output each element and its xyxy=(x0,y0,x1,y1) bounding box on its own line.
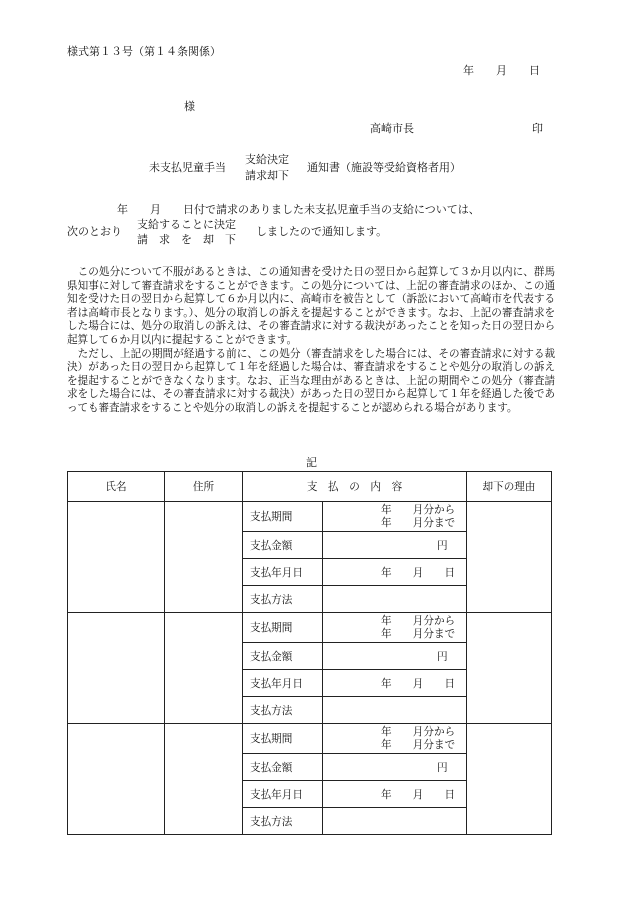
name-field[interactable] xyxy=(68,724,165,835)
label-amount: 支払金額 xyxy=(243,754,323,781)
label-date: 支払年月日 xyxy=(243,781,323,808)
seal-mark: 印 xyxy=(532,122,543,135)
label-period: 支払期間 xyxy=(243,613,323,643)
period-value[interactable]: 年 月分から 年 月分まで xyxy=(323,502,467,532)
appeal-paragraph-1: この処分について不服があるときは、この通知書を受けた日の翌日から起算して３か月以内に、群馬県知事に対して審査請求をすることができます。この処分については、上記の審査請求のほか、この通知を受けた日の翌日から起算して６か月以内に、高崎市を被告として（訴訟において高崎市を代表する者は高崎市長となります。）、処分の取消しの訴えを提起することができます。なお、上記の審査請求をした場合には、処分の取消しの訴えは、その審査請求に対する裁決があったことを知った日の翌日から起算して６か月以内に提起することができます。 xyxy=(67,266,555,346)
intro-choice-decision: 支給することに決定 xyxy=(137,218,236,231)
payment-table xyxy=(67,471,552,835)
period-value[interactable]: 年 月分から 年 月分まで xyxy=(323,613,467,643)
reason-field[interactable] xyxy=(467,613,552,724)
intro-line: 年 月 日付で請求のありました未支払児童手当の支給については、 xyxy=(117,203,480,216)
amount-value[interactable]: 円 xyxy=(323,643,467,670)
reason-field[interactable] xyxy=(467,724,552,835)
table-row xyxy=(68,613,552,643)
label-amount: 支払金額 xyxy=(243,532,323,559)
label-period: 支払期間 xyxy=(243,502,323,532)
label-method: 支払方法 xyxy=(243,697,323,724)
label-date: 支払年月日 xyxy=(243,670,323,697)
issue-date: 年 月 日 xyxy=(463,64,540,77)
issuer: 高崎市長 xyxy=(370,122,414,135)
date-value[interactable]: 年 月 日 xyxy=(323,670,467,697)
reason-field[interactable] xyxy=(467,502,552,613)
header-name: 氏名 xyxy=(68,472,165,502)
label-amount: 支払金額 xyxy=(243,643,323,670)
name-field[interactable] xyxy=(68,502,165,613)
name-field[interactable] xyxy=(68,613,165,724)
header-reason: 却下の理由 xyxy=(467,472,552,502)
appeal-notice xyxy=(67,266,555,416)
address-field[interactable] xyxy=(165,724,243,835)
form-number: 様式第１３号（第１４条関係） xyxy=(67,45,221,58)
table-row xyxy=(68,724,552,754)
label-method: 支払方法 xyxy=(243,586,323,613)
header-content: 支 払 の 内 容 xyxy=(243,472,467,502)
amount-value[interactable]: 円 xyxy=(323,754,467,781)
title-choice-decision: 支給決定 xyxy=(245,153,289,166)
amount-value[interactable]: 円 xyxy=(323,532,467,559)
title-prefix: 未支払児童手当 xyxy=(149,161,226,174)
label-method: 支払方法 xyxy=(243,808,323,835)
label-date: 支払年月日 xyxy=(243,559,323,586)
intro-choice-rejection: 請 求 を 却 下 xyxy=(137,233,236,246)
method-value[interactable] xyxy=(323,808,467,835)
date-value[interactable]: 年 月 日 xyxy=(323,559,467,586)
appeal-paragraph-2: ただし、上記の期間が経過する前に、この処分（審査請求をした場合には、その審査請求に対する裁決）があった日の翌日から起算して１年を経過した場合は、審査請求をすることや処分の取消しの訴えを提起することができなくなります。なお、正当な理由があるときは、上記の期間やこの処分（審査請求をした場合には、その審査請求に対する裁決）があった日の翌日から起算して１年を経過した後であっても審査請求をすることや処分の取消しの訴えを提起することが認められる場合があります。 xyxy=(67,347,555,414)
table-header-row xyxy=(68,472,552,502)
period-value[interactable]: 年 月分から 年 月分まで xyxy=(323,724,467,754)
intro-tail: しましたので通知します。 xyxy=(256,225,388,238)
label-period: 支払期間 xyxy=(243,724,323,754)
date-value[interactable]: 年 月 日 xyxy=(323,781,467,808)
ki-heading: 記 xyxy=(306,456,317,469)
intro-lead: 次のとおり xyxy=(67,225,122,238)
table-row xyxy=(68,502,552,532)
address-field[interactable] xyxy=(165,502,243,613)
header-address: 住所 xyxy=(165,472,243,502)
addressee-suffix: 様 xyxy=(184,100,195,113)
method-value[interactable] xyxy=(323,697,467,724)
method-value[interactable] xyxy=(323,586,467,613)
title-choice-rejection: 請求却下 xyxy=(245,169,289,182)
title-suffix: 通知書（施設等受給資格者用） xyxy=(307,161,461,174)
address-field[interactable] xyxy=(165,613,243,724)
